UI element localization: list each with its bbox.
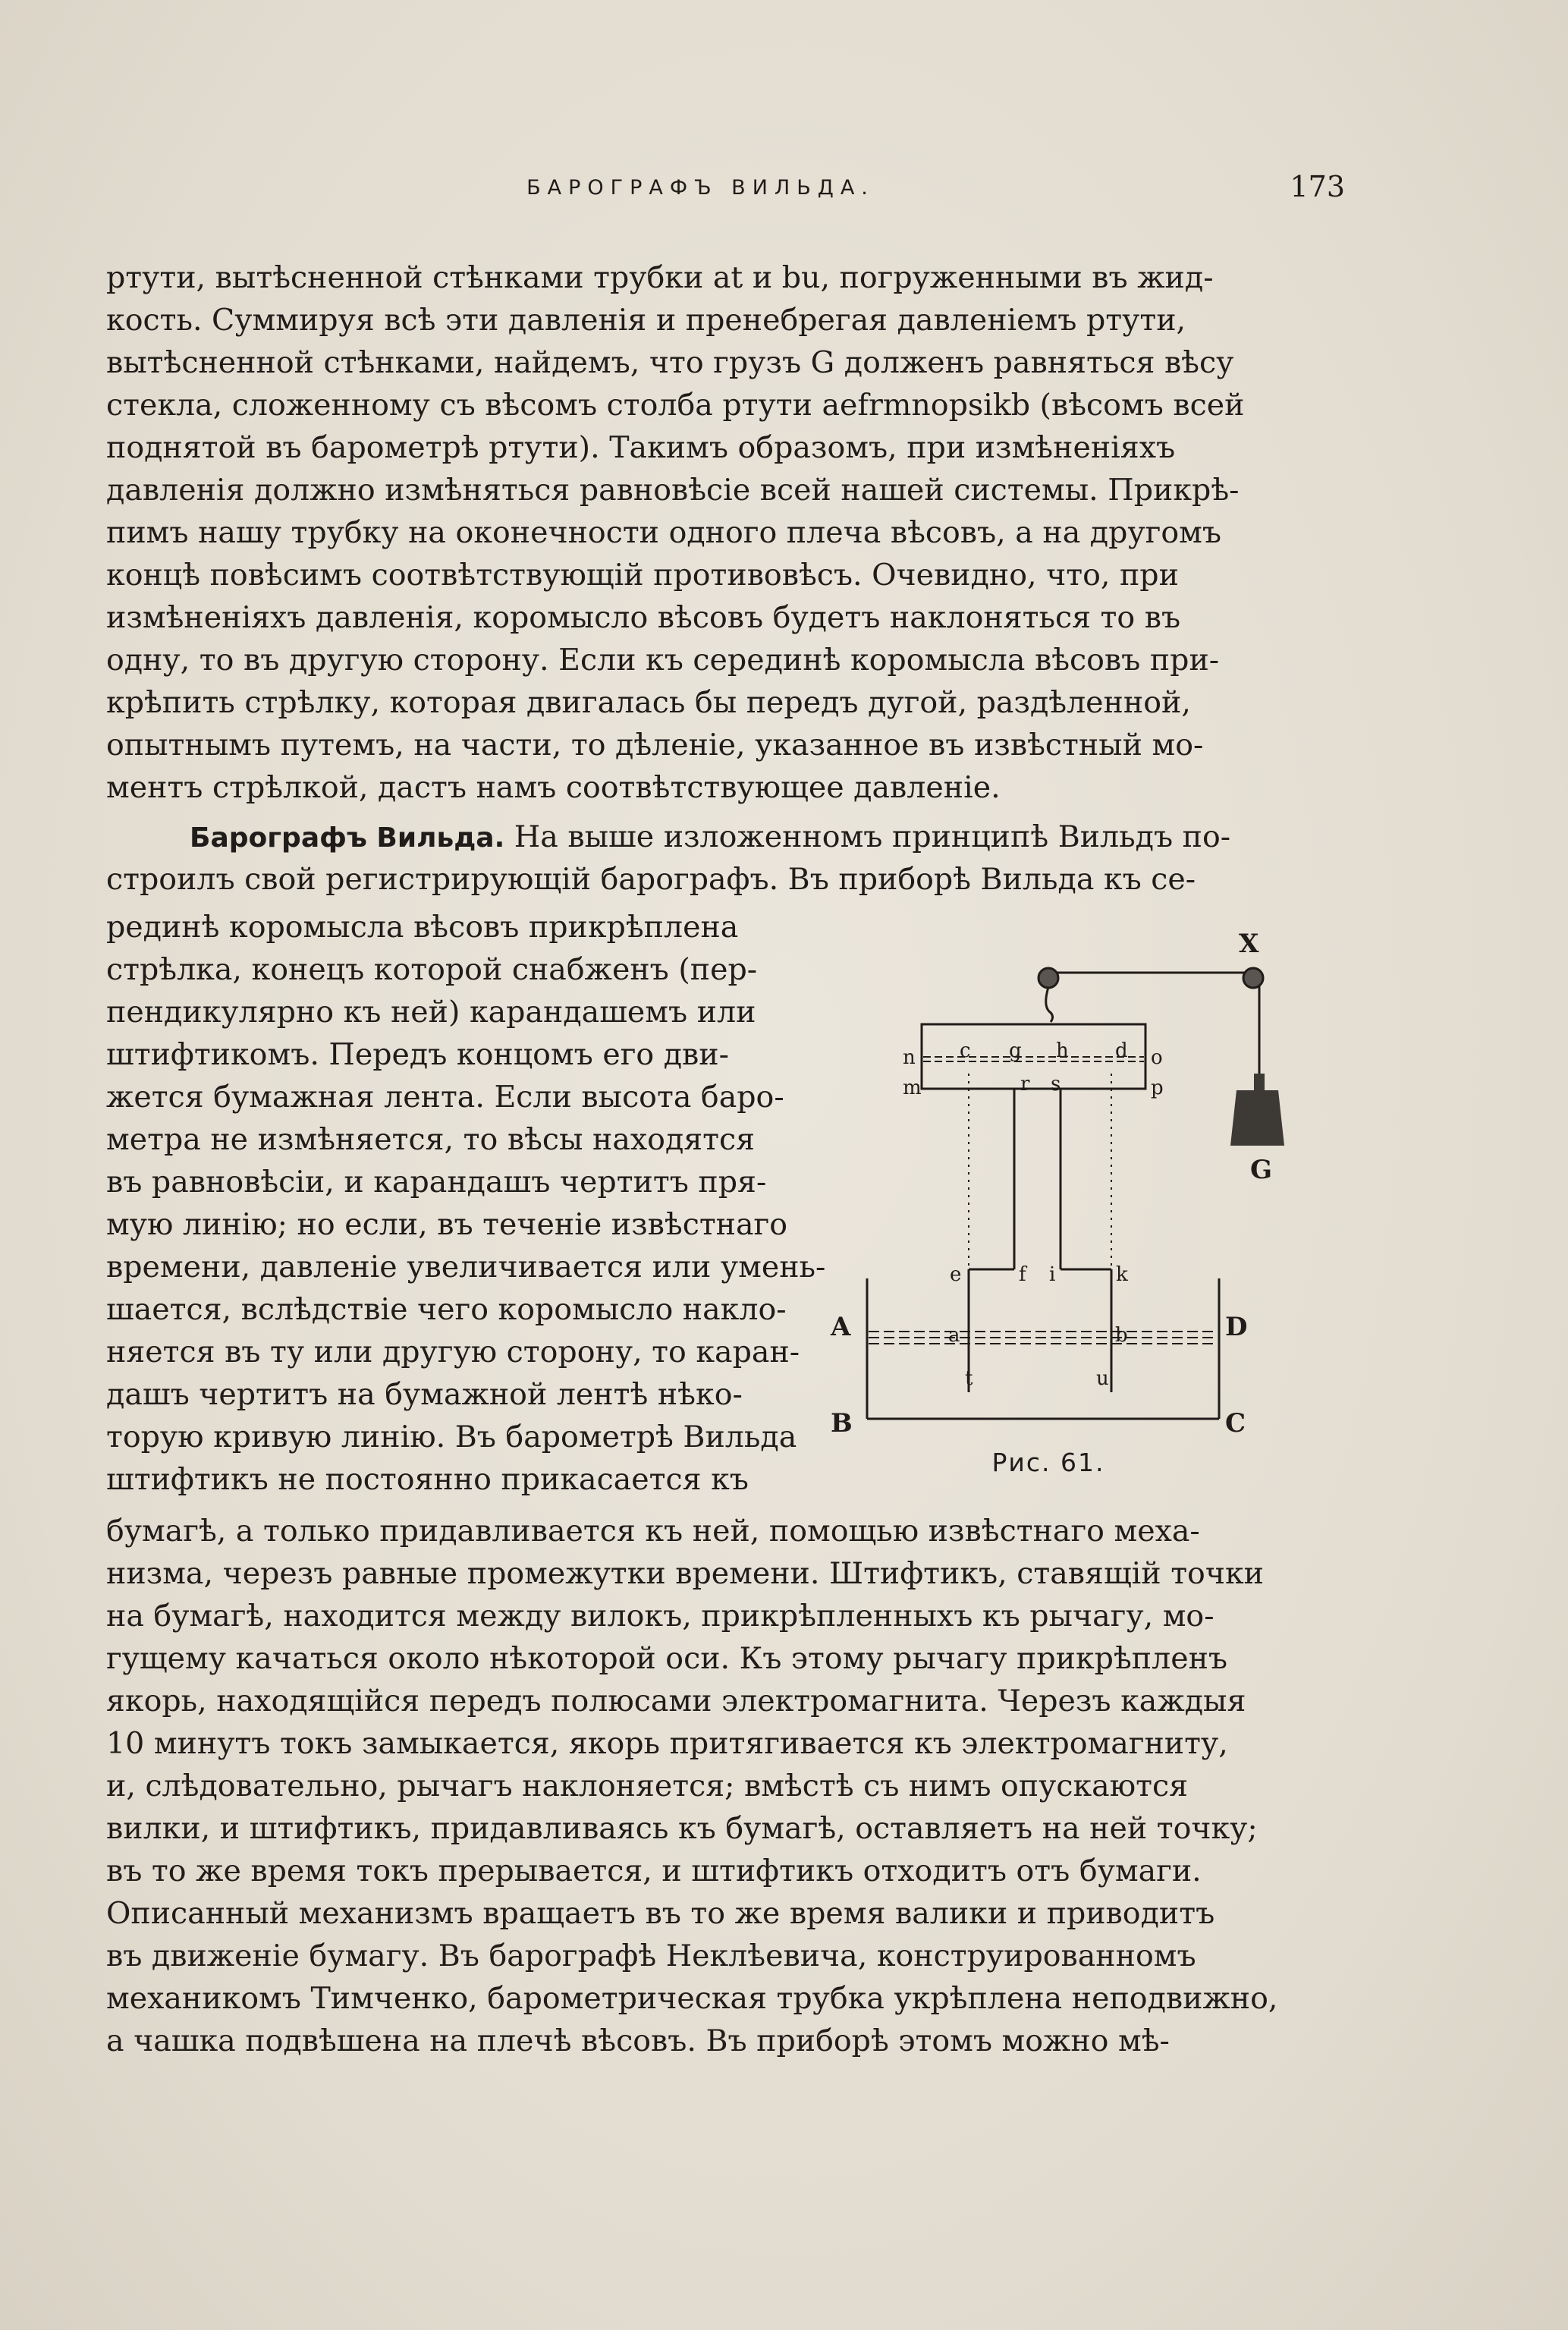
- label-c: c: [960, 1039, 971, 1062]
- label-u: u: [1096, 1367, 1109, 1390]
- label-X: X: [1239, 929, 1259, 959]
- label-G: G: [1250, 1155, 1273, 1185]
- text-line: вытѣсненной стѣнками, найдемъ, что грузъ G долженъ равняться вѣсу: [106, 345, 1234, 380]
- text-line: давленія должно измѣняться равновѣсіе всей нашей системы. Прикрѣ-: [106, 473, 1240, 508]
- label-f: f: [1019, 1263, 1026, 1286]
- label-o: o: [1151, 1046, 1163, 1069]
- text-line: 10 минутъ токъ замыкается, якорь притягивается къ электромагниту,: [106, 1726, 1228, 1761]
- text-line: стрѣлка, конецъ которой снабженъ (пер-: [106, 952, 758, 987]
- text-line: ментъ стрѣлкой, дастъ намъ соотвѣтствующее давленіе.: [106, 770, 1001, 805]
- text-line: пендикулярно къ ней) карандашемъ или: [106, 995, 756, 1030]
- label-g: g: [1009, 1039, 1022, 1062]
- label-d: d: [1115, 1039, 1128, 1062]
- text-line: бумагѣ, а только придавливается къ ней, помощью извѣстнаго меха-: [106, 1514, 1200, 1549]
- text-line: штифтикъ не постоянно прикасается къ: [106, 1462, 749, 1497]
- text-line: рединѣ коромысла вѣсовъ прикрѣплена: [106, 910, 739, 945]
- label-r: r: [1020, 1073, 1030, 1096]
- text-line: [106, 816, 1293, 858]
- label-e: e: [950, 1263, 962, 1286]
- label-i: i: [1049, 1263, 1056, 1286]
- text-line: концѣ повѣсимъ соотвѣтствующій противовѣсъ. Очевидно, что, при: [106, 558, 1179, 593]
- label-a: a: [948, 1324, 960, 1347]
- text-line: дашъ чертитъ на бумажной лентѣ нѣко-: [106, 1377, 743, 1412]
- page-number: 173: [1290, 170, 1345, 203]
- text-line: торую кривую линію. Въ барометрѣ Вильда: [106, 1420, 797, 1454]
- text-line: въ равновѣсіи, и карандашъ чертитъ пря-: [106, 1165, 767, 1200]
- section-heading: Барографъ Вильда.: [190, 822, 505, 854]
- text-line: на бумагѣ, находится между вилокъ, прикрѣпленныхъ къ рычагу, мо-: [106, 1599, 1214, 1634]
- label-A: A: [831, 1312, 851, 1342]
- text-line: одну, то въ другую сторону. Если къ серединѣ коромысла вѣсовъ при-: [106, 643, 1220, 678]
- label-n: n: [903, 1046, 916, 1069]
- text-line: крѣпить стрѣлку, которая двигалась бы передъ дугой, раздѣленной,: [106, 685, 1191, 720]
- text-line: времени, давленіе увеличивается или умень-: [106, 1250, 826, 1284]
- text-line: мую линію; но если, въ теченіе извѣстнаго: [106, 1207, 788, 1242]
- text-line: поднятой въ барометрѣ ртути). Такимъ образомъ, при измѣненіяхъ: [106, 430, 1176, 465]
- text-line: въ движеніе бумагу. Въ барографѣ Неклѣевича, конструированномъ: [106, 1939, 1196, 1973]
- text-line: вилки, и штифтикъ, придавливаясь къ бумагѣ, оставляетъ на ней точку;: [106, 1811, 1258, 1846]
- label-B: B: [831, 1408, 853, 1439]
- text-line: Описанный механизмъ вращаетъ въ то же время валики и приводитъ: [106, 1896, 1215, 1931]
- text-line: стекла, сложенному съ вѣсомъ столба ртути aefrmnopsikb (вѣсомъ всей: [106, 388, 1245, 423]
- text-line: жется бумажная лента. Если высота баро-: [106, 1080, 784, 1115]
- text-line: штифтикомъ. Передъ концомъ его дви-: [106, 1037, 729, 1072]
- label-C: C: [1225, 1408, 1246, 1439]
- label-h: h: [1056, 1039, 1069, 1062]
- label-m: m: [903, 1077, 922, 1099]
- text-line: механикомъ Тимченко, барометрическая трубка укрѣплена неподвижно,: [106, 1981, 1278, 2016]
- barograph-diagram: [823, 922, 1293, 1453]
- label-b: b: [1115, 1324, 1128, 1347]
- text-line: строилъ свой регистрирующій барографъ. Въ приборѣ Вильда къ се-: [106, 862, 1196, 897]
- label-p: p: [1151, 1077, 1164, 1099]
- label-D: D: [1225, 1312, 1248, 1342]
- text-line: няется въ ту или другую сторону, то каран-: [106, 1335, 800, 1369]
- text-line: якорь, находящійся передъ полюсами электромагнита. Черезъ каждыя: [106, 1684, 1246, 1718]
- label-k: k: [1116, 1263, 1128, 1286]
- running-title: БАРОГРАФЪ ВИЛЬДА.: [526, 176, 875, 200]
- text-line: кость. Суммируя всѣ эти давленія и пренебрегая давленіемъ ртути,: [106, 303, 1186, 338]
- text-line: метра не измѣняется, то вѣсы находятся: [106, 1122, 756, 1157]
- text-line: ртути, вытѣсненной стѣнками трубки at и bu, погруженными въ жид-: [106, 260, 1214, 295]
- text-line: низма, черезъ равные промежутки времени. Штифтикъ, ставящій точки: [106, 1556, 1264, 1591]
- text-line: пимъ нашу трубку на оконечности одного плеча вѣсовъ, а на другомъ: [106, 515, 1221, 550]
- figure-barograph: [823, 922, 1293, 1491]
- text-line: опытнымъ путемъ, на части, то дѣленіе, указанное въ извѣстный мо-: [106, 728, 1204, 763]
- text-line: въ то же время токъ прерывается, и штифтикъ отходитъ отъ бумаги.: [106, 1854, 1202, 1888]
- text-line: гущему качаться около нѣкоторой оси. Къ этому рычагу прикрѣпленъ: [106, 1641, 1228, 1676]
- text-line: шается, вслѣдствіе чего коромысло накло-: [106, 1292, 787, 1327]
- heading-line-rest: На выше изложенномъ принципѣ Вильдъ по-: [504, 819, 1231, 854]
- text-line: и, слѣдовательно, рычагъ наклоняется; вмѣстѣ съ нимъ опускаются: [106, 1769, 1188, 1803]
- page-header: [106, 170, 1345, 214]
- figure-caption: Рис. 61.: [991, 1448, 1105, 1477]
- label-s: s: [1051, 1073, 1061, 1096]
- label-t: t: [965, 1367, 973, 1390]
- text-line: а чашка подвѣшена на плечѣ вѣсовъ. Въ приборѣ этомъ можно мѣ-: [106, 2023, 1170, 2058]
- text-line: измѣненіяхъ давленія, коромысло вѣсовъ будетъ наклоняться то въ: [106, 600, 1181, 635]
